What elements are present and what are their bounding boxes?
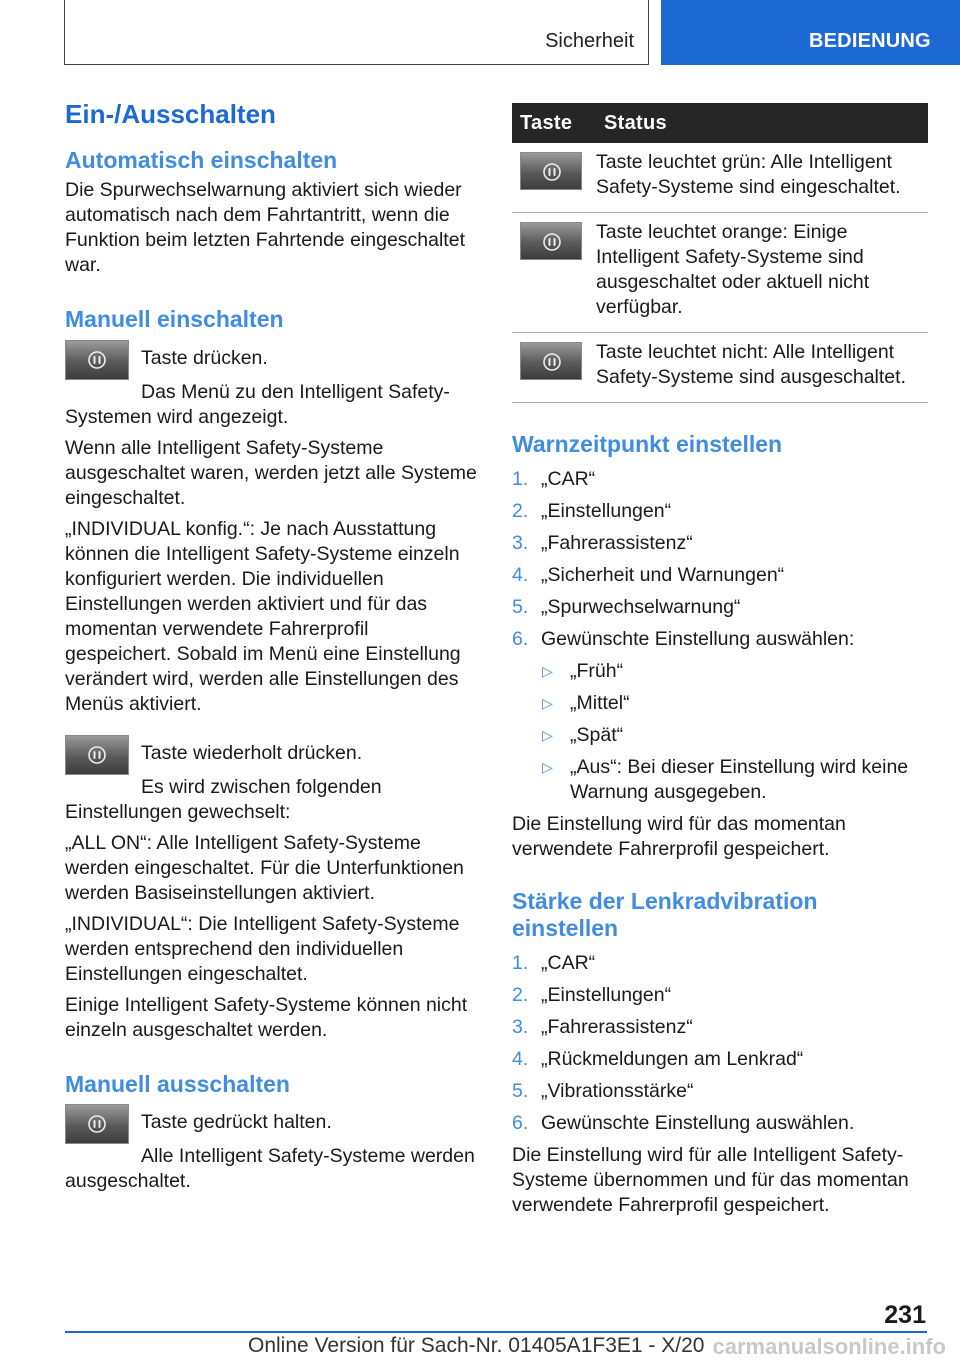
footer-text: Online Version für Sach-Nr. 01405A1F3E1 - X/20 [248,1334,705,1357]
list-item: 3. „Fahrerassistenz“ [512,531,693,554]
manual-on-p4: „INDIVIDUAL“: Die Intelligent Safety-Systeme werden entsprechend den individuellen Einstellungen eingeschaltet. [65,912,460,985]
status-text: Taste leuchtet grün: Alle Intelligent Safety-Systeme sind eingeschaltet. [596,143,928,213]
header-chapter: BEDIENUNG [809,30,931,52]
list-item: 5. „Spurwechselwarnung“ [512,595,741,618]
footer-divider [65,1331,927,1333]
list-item: 3. „Fahrerassistenz“ [512,1015,693,1038]
right-column [512,103,928,1224]
manual-on-p2: „INDIVIDUAL konfig.“: Je nach Ausstattung können die Intelligent Safety-Systeme einzeln konfiguriert werden. Die individuellen Einstellungen werden aktiviert und für das momentan verwendete Fahrerprofil gespeichert. Sobald im Menü eine Einstellung verändert wird, werden alle Einstellungen des Menüs aktiviert. [65,517,461,715]
list-item: 6. Gewünschte Einstellung auswählen: [512,627,855,650]
safety-button-icon [520,222,582,260]
warn-note: Die Einstellung wird für das momentan verwendete Fahrerprofil gespeichert. [512,812,846,860]
safety-button-icon [65,340,129,380]
list-item: 2. „Einstellungen“ [512,499,672,522]
col-header-status: Status [604,111,667,134]
manual-on-menu: Das Menü zu den Intelligent Safety-Systemen wird angezeigt. [65,380,450,428]
manual-on-p5: Einige Intelligent Safety-Systeme können nicht einzeln ausgeschaltet werden. [65,993,468,1041]
list-item: 6. Gewünschte Einstellung auswählen. [512,1111,855,1134]
status-text: Taste leuchtet nicht: Alle Intelligent Safety-Systeme sind ausgeschaltet. [596,333,928,403]
list-item: 1. „CAR“ [512,467,596,490]
manual-on-step2-text: Taste wiederholt drücken. [141,741,363,764]
col-header-taste: Taste [520,111,573,134]
header-section: Sicherheit [545,30,634,52]
table-row [512,333,928,403]
watermark: carmanualsonline.info [712,1334,946,1359]
header-chapter-tab[interactable] [661,0,960,65]
heading-vib: Stärke der Lenkradvibration einstellen [512,887,818,942]
manual-off-step-text: Taste gedrückt halten. [141,1111,332,1134]
warn-steps [512,467,928,652]
warn-options [540,659,928,805]
table-header-row [512,103,928,143]
vib-note: Die Einstellung wird für alle Intelligent Safety-Systeme übernommen und für das momentan verwendete Fahrerprofil gespeichert. [512,1143,909,1216]
list-item: ▷ „Früh“ [542,659,624,682]
list-item: 2. „Einstellungen“ [512,983,672,1006]
list-item: ▷ „Spät“ [542,723,624,746]
safety-button-icon [65,735,129,775]
header-section-box [64,0,649,65]
list-item: 4. „Rückmeldungen am Lenkrad“ [512,1047,804,1070]
auto-on-text: Die Spurwechselwarnung aktiviert sich wieder automatisch nach dem Fahrtantritt, wenn die Funktion beim letzten Fahrtende eingeschaltet war. [65,179,465,277]
manual-on-p3: „ALL ON“: Alle Intelligent Safety-Systeme werden eingeschaltet. Für die Unterfunktionen werden Basiseinstellungen aktiviert. [65,831,464,904]
manual-on-switch: Es wird zwischen folgenden Einstellungen gewechselt: [65,775,382,823]
triangle-right-icon: ▷ [542,726,553,743]
safety-button-icon [520,342,582,380]
manual-on-p1: Wenn alle Intelligent Safety-Systeme ausgeschaltet waren, werden jetzt alle Systeme eingeschaltet. [65,436,477,509]
heading-warn: Warnzeitpunkt einstellen [512,431,783,457]
list-item: 4. „Sicherheit und Warnungen“ [512,563,785,586]
list-item: 5. „Vibrationsstärke“ [512,1079,694,1102]
manual-off-step [65,1110,477,1144]
list-item: ▷ „Mittel“ [542,691,630,714]
list-item: ▷ „Aus“: Bei dieser Einstellung wird keine Warnung ausgegeben. [542,755,909,803]
manual-on-step-text: Taste drücken. [141,346,268,369]
status-table [512,103,928,403]
table-row [512,213,928,333]
heading-manual-off: Manuell ausschalten [65,1070,290,1097]
safety-button-icon [65,1104,129,1144]
list-item: 1. „CAR“ [512,951,596,974]
status-text: Taste leuchtet orange: Einige Intelligent Safety-Systeme sind ausgeschaltet oder aktuell nicht verfügbar. [596,213,928,333]
heading-auto-on: Automatisch einschalten [65,146,338,173]
left-column [65,100,477,1200]
triangle-right-icon: ▷ [542,662,553,679]
triangle-right-icon: ▷ [542,694,553,711]
page-number: 231 [884,1301,926,1329]
vib-steps [512,951,928,1136]
manual-off-text: Alle Intelligent Safety-Systeme werden ausgeschaltet. [65,1145,475,1193]
heading-manual-on: Manuell einschalten [65,306,284,333]
table-row [512,143,928,213]
page-title: Ein-/Ausschalten [65,99,276,129]
manual-on-step [65,346,477,380]
triangle-right-icon: ▷ [542,758,553,775]
safety-button-icon [520,152,582,190]
manual-on-step2 [65,741,477,775]
